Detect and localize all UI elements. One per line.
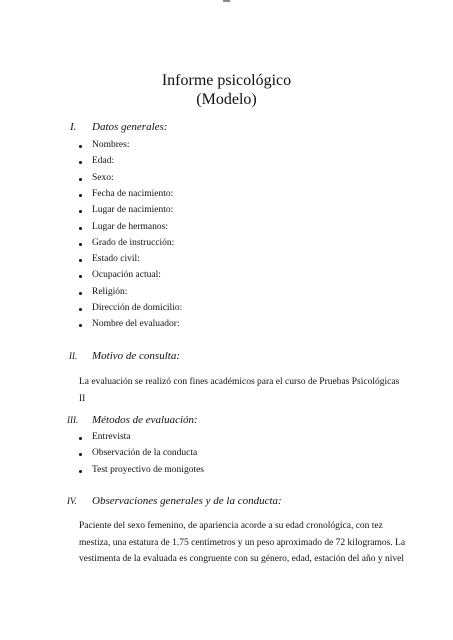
bullet-icon xyxy=(79,470,82,473)
section-heading: Datos generales: xyxy=(92,121,168,133)
document-title: Informe psicológico xyxy=(161,72,292,89)
bullet-icon xyxy=(79,243,82,246)
section-number: IV. xyxy=(67,496,77,506)
section-heading: Motivo de consulta: xyxy=(92,350,180,362)
bullet-icon xyxy=(79,210,82,213)
bullet-icon xyxy=(79,292,82,295)
section-heading: Observaciones generales y de la conducta: xyxy=(92,495,282,507)
bullet-icon xyxy=(79,437,82,440)
bullet-icon xyxy=(79,259,82,262)
observaciones-text: Paciente del sexo femenino, de apariencia acorde a su edad cronológica, con tez mestiza, una estatura de 1.75 centímetros y un peso aproximado de 72 kilogramos. La vestimenta de la evaluada es congruente con su género, edad, estación del año y nivel xyxy=(79,521,406,564)
section-number: III. xyxy=(67,415,79,425)
bullet-icon xyxy=(79,324,82,327)
bullet-icon xyxy=(79,453,82,456)
bullet-icon xyxy=(79,178,82,181)
page-top-mark xyxy=(223,0,230,2)
bullet-icon xyxy=(79,194,82,197)
section-number: II. xyxy=(69,351,78,361)
motivo-consulta-text: La evaluación se realizó con fines académicos para el curso de Pruebas Psicológicas II xyxy=(79,377,400,404)
section-number: I. xyxy=(70,121,77,133)
bullet-icon xyxy=(79,275,82,278)
bullet-icon xyxy=(79,308,82,311)
document-subtitle: (Modelo) xyxy=(196,91,257,108)
section-heading: Métodos de evaluación: xyxy=(92,414,198,426)
bullet-icon xyxy=(79,145,82,148)
bullet-icon xyxy=(79,227,82,230)
bullet-icon xyxy=(79,161,82,164)
